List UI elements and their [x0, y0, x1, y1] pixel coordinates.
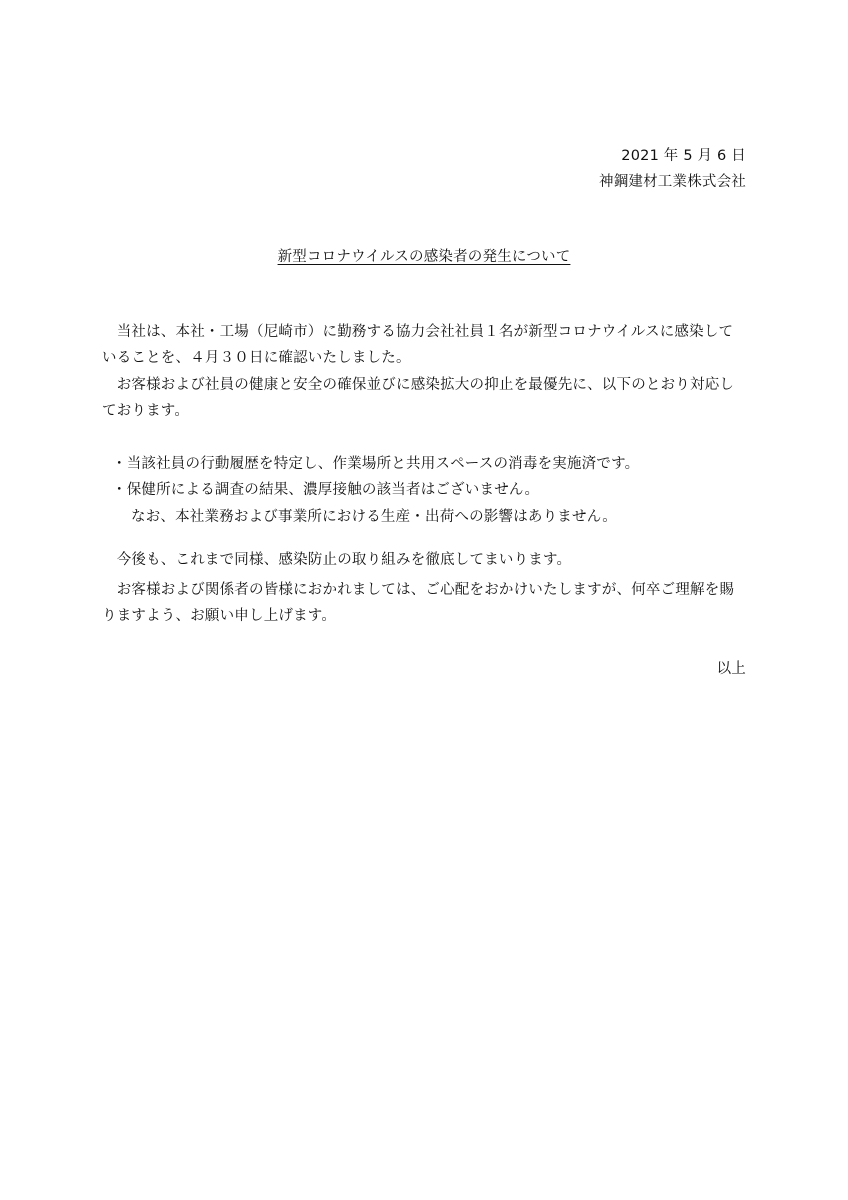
company-name: 神鋼建材工業株式会社	[599, 174, 746, 190]
paragraph-1-line-1: 当社は、本社・工場（尼崎市）に勤務する協力会社社員１名が新型コロナウイルスに感染して	[102, 324, 734, 340]
bullet-item-2: ・保健所による調査の結果、濃厚接触の該当者はございません。	[112, 482, 540, 498]
paragraph-2-line-2: ております。	[102, 403, 190, 419]
closing-line-1: 今後も、これまで同様、感染防止の取り組みを徹底してまいります。	[102, 552, 572, 568]
closing-line-3: りますよう、お願い申し上げます。	[102, 608, 337, 624]
end-mark: 以上	[716, 661, 746, 677]
paragraph-1-line-2: いることを、４月３０日に確認いたしました。	[102, 350, 411, 366]
closing-line-2: お客様および関係者の皆様におかれましては、ご心配をおかけいたしますが、何卒ご理解を賜	[102, 582, 735, 598]
impact-note: なお、本社業務および事業所における生産・出荷への影響はありません。	[131, 509, 617, 525]
paragraph-2-line-1: お客様および社員の健康と安全の確保並びに感染拡大の抑止を最優先に、以下のとおり対応し	[102, 377, 735, 393]
document-title	[0, 247, 848, 267]
document-title-text: 新型コロナウイルスの感染者の発生について	[277, 249, 571, 265]
issue-date: 2021 年 5 月 6 日	[621, 148, 746, 164]
bullet-item-1: ・当該社員の行動履歴を特定し、作業場所と共用スペースの消毒を実施済です。	[112, 456, 640, 472]
